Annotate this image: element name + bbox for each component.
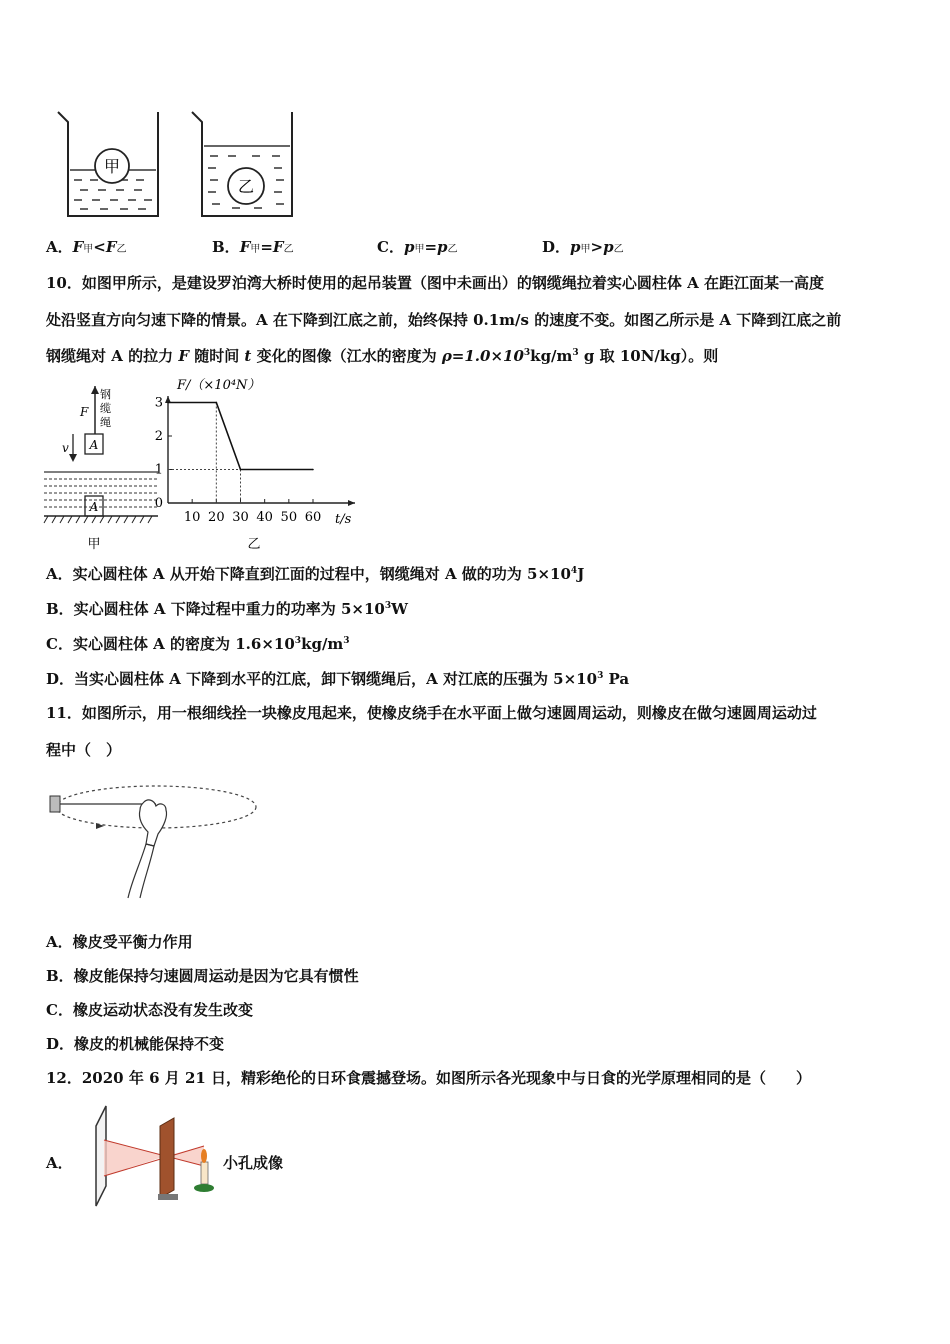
q9-option-c[interactable]: C．p甲=p乙 — [377, 238, 458, 256]
beaker-right-label: 乙 — [237, 177, 255, 196]
hand-icon — [128, 800, 167, 898]
q11-stem-line1: 11．如图所示，用一根细线拴一块橡皮甩起来，使橡皮绕手在水平面上做匀速圆周运动，则橡皮在做匀速圆周运动过 — [46, 704, 817, 722]
q11-option-b[interactable]: B．橡皮能保持匀速圆周运动是因为它具有惯性 — [46, 967, 359, 985]
series-force-line — [168, 403, 313, 470]
q10-figure-jia — [40, 378, 160, 556]
light-cone-left — [104, 1140, 166, 1176]
q9-option-a[interactable]: A．F甲<F乙 — [46, 238, 127, 256]
data-point-0 — [167, 402, 169, 404]
q9-option-d[interactable]: D．p甲>p乙 — [542, 238, 624, 256]
candle-base — [194, 1184, 214, 1192]
q10-option-d[interactable]: D．当实心圆柱体 A 下降到水平的江底，卸下钢缆绳后，A 对江底的压强为 $5\times 10^3$ Pa — [46, 670, 630, 688]
q9-option-b[interactable]: B．F甲=F乙 — [212, 238, 294, 256]
chart-xlabel: t/s — [335, 512, 352, 527]
x-tick-label-60: 60 — [304, 510, 322, 525]
q10-option-b[interactable]: B．实心圆柱体 A 下降过程中重力的功率为 $5\times 10^3W$ — [46, 600, 408, 618]
figure-caption-jia: 甲 — [87, 537, 101, 552]
velocity-label: v — [62, 441, 69, 455]
q10-stem-line2: 处沿竖直方向匀速下降的情景。A 在下降到江底之前，始终保持 0.1m/s 的速度不变。如图乙所示是 A 下降到江底之前 — [46, 311, 842, 329]
y-tick-label-2: 2 — [155, 429, 163, 444]
pinhole-board — [160, 1118, 174, 1198]
data-point-1 — [216, 402, 218, 404]
rope-label: 钢缆绳 — [100, 388, 111, 429]
chart-ylabel: F/（×10⁴N） — [177, 378, 261, 393]
q11-option-a[interactable]: A．橡皮受平衡力作用 — [46, 933, 193, 951]
q12-option-a-letter[interactable]: A． — [46, 1154, 73, 1172]
q9-beaker-figure — [40, 108, 300, 223]
q11-stem-line2: 程中（ ） — [46, 741, 122, 759]
y-tick-label-1: 1 — [155, 462, 163, 478]
x-tick-label-40: 40 — [256, 510, 273, 525]
board-stand — [158, 1194, 178, 1200]
force-label: F — [80, 405, 89, 419]
q10-option-c[interactable]: C．实心圆柱体 A 的密度为 $1.6\times 10^3kg/m^3$ — [46, 635, 350, 653]
q11-figure-rubber-swing — [44, 780, 264, 900]
x-tick-label-10: 10 — [183, 510, 201, 525]
rubber-eraser — [50, 796, 60, 812]
chart-caption: 乙 — [247, 537, 261, 552]
beaker-left-label: 甲 — [103, 157, 121, 176]
svg-text:A: A — [89, 500, 99, 514]
q10-option-a[interactable]: A．实心圆柱体 A 从开始下降直到江面的过程中，钢缆绳对 A 做的功为 $5\times 10^4J$ — [46, 565, 585, 583]
q10-chart-yi — [155, 372, 370, 556]
q12-pinhole-figure — [86, 1104, 226, 1210]
candle-flame — [201, 1149, 207, 1163]
x-tick-label-50: 50 — [280, 510, 298, 525]
x-tick-label-20: 20 — [208, 510, 225, 525]
q10-stem-line1: 10．如图甲所示，是建设罗泊湾大桥时使用的起吊装置（图中未画出）的钢缆绳拉着实心圆柱体 A 在距江面某一高度 — [46, 274, 824, 292]
q11-option-c[interactable]: C．橡皮运动状态没有发生改变 — [46, 1001, 253, 1019]
y-tick-label-0: 0 — [155, 496, 163, 511]
svg-text:A: A — [89, 438, 99, 452]
data-point-3 — [312, 469, 314, 471]
q12-stem-line1: 12．2020 年 6 月 21 日，精彩绝伦的日环食震撼登场。如图所示各光现象中与日食的光学原理相同的是（ ） — [46, 1069, 812, 1087]
candle — [201, 1162, 208, 1184]
q12-option-a-label: 小孔成像 — [223, 1154, 284, 1172]
x-axis-arrow — [348, 500, 355, 506]
q11-option-d[interactable]: D．橡皮的机械能保持不变 — [46, 1035, 225, 1053]
x-tick-label-30: 30 — [232, 510, 249, 525]
direction-arrow — [96, 823, 104, 829]
y-tick-label-3: 3 — [155, 395, 163, 411]
data-point-2 — [240, 469, 242, 471]
q10-stem-line3: 钢缆绳对 A 的拉力 F 随时间 t 变化的图像（江水的密度为 $\rho=1.0\times 10^3kg/m^3$ g 取 10N/kg）。则 — [46, 347, 719, 365]
